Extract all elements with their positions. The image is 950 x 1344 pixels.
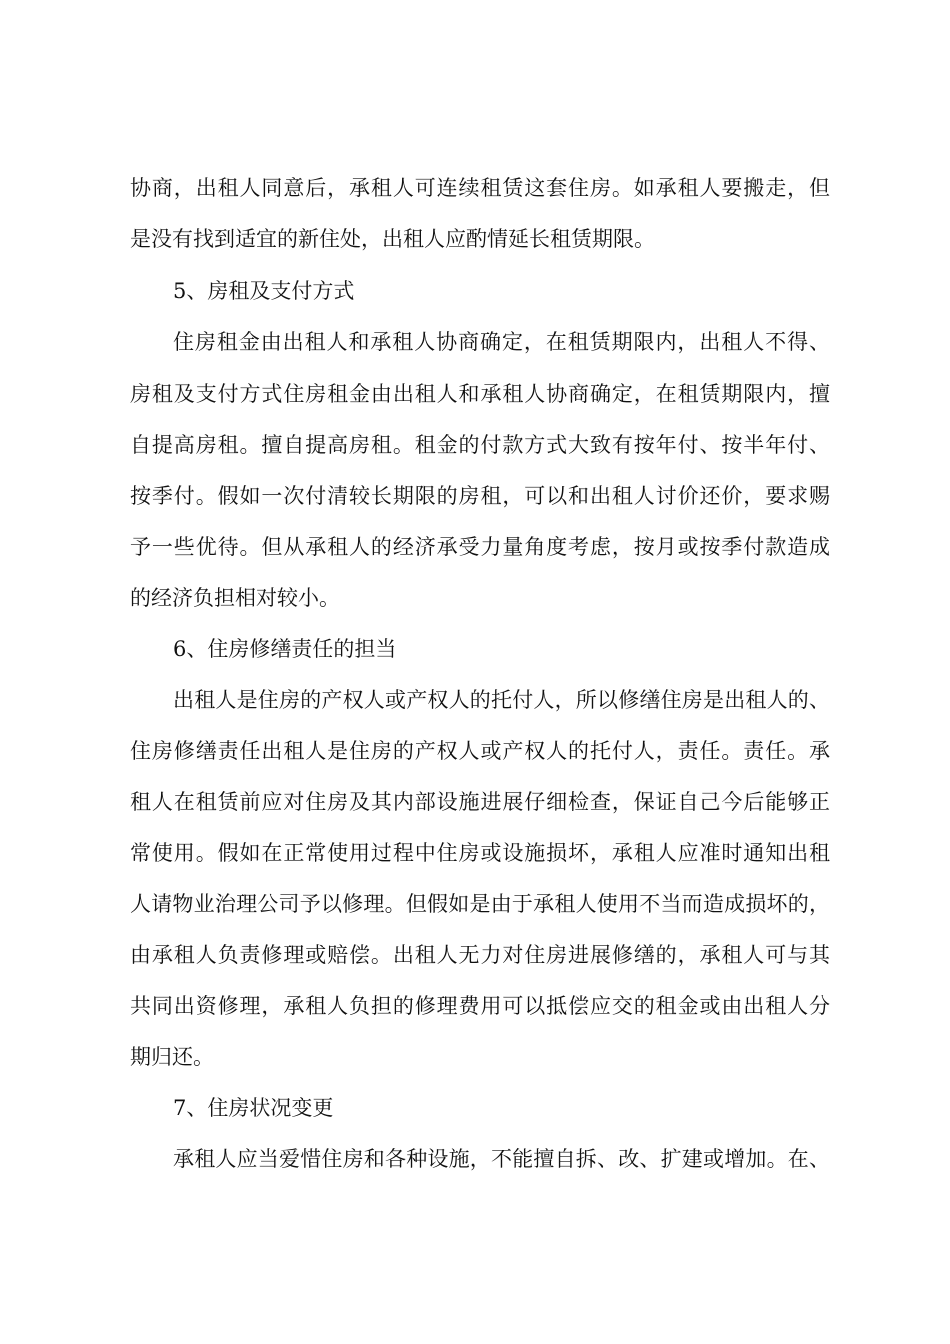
paragraph-line: 按季付。假如一次付清较长期限的房租，可以和出租人讨价还价，要求赐 (130, 484, 830, 508)
paragraph-line: 期归还。 (130, 1045, 214, 1069)
section-heading: 6、住房修缮责任的担当 (173, 637, 397, 661)
paragraph-line: 由承租人负责修理或赔偿。出租人无力对住房进展修缮的，承租人可与其 (130, 943, 830, 967)
section-heading: 5、房租及支付方式 (173, 279, 355, 303)
paragraph-line: 租人在租赁前应对住房及其内部设施进展仔细检查，保证自己今后能够正 (130, 790, 830, 814)
section-heading: 7、住房状况变更 (173, 1096, 334, 1120)
paragraph-line: 出租人是住房的产权人或产权人的托付人，所以修缮住房是出租人的、 (173, 688, 830, 712)
paragraph-line: 房租及支付方式住房租金由出租人和承租人协商确定，在租赁期限内，擅 (130, 382, 830, 406)
paragraph-line: 住房修缮责任出租人是住房的产权人或产权人的托付人，责任。责任。承 (130, 739, 830, 763)
paragraph-line: 是没有找到适宜的新住处，出租人应酌情延长租赁期限。 (130, 227, 655, 251)
paragraph-line: 人请物业治理公司予以修理。但假如是由于承租人使用不当而造成损坏的， (130, 892, 830, 916)
paragraph-line: 予一些优待。但从承租人的经济承受力量角度考虑，按月或按季付款造成 (130, 535, 830, 559)
paragraph-line: 常使用。假如在正常使用过程中住房或设施损坏，承租人应准时通知出租 (130, 841, 830, 865)
paragraph-line: 自提高房租。擅自提高房租。租金的付款方式大致有按年付、按半年付、 (130, 433, 830, 457)
paragraph-line: 共同出资修理，承租人负担的修理费用可以抵偿应交的租金或由出租人分 (130, 994, 830, 1018)
paragraph-line: 的经济负担相对较小。 (130, 586, 340, 610)
paragraph-line: 承租人应当爱惜住房和各种设施，不能擅自拆、改、扩建或增加。在、 (173, 1147, 830, 1171)
paragraph-line: 住房租金由出租人和承租人协商确定，在租赁期限内，出租人不得、 (173, 330, 830, 354)
paragraph-line: 协商，出租人同意后，承租人可连续租赁这套住房。如承租人要搬走，但 (130, 176, 830, 200)
